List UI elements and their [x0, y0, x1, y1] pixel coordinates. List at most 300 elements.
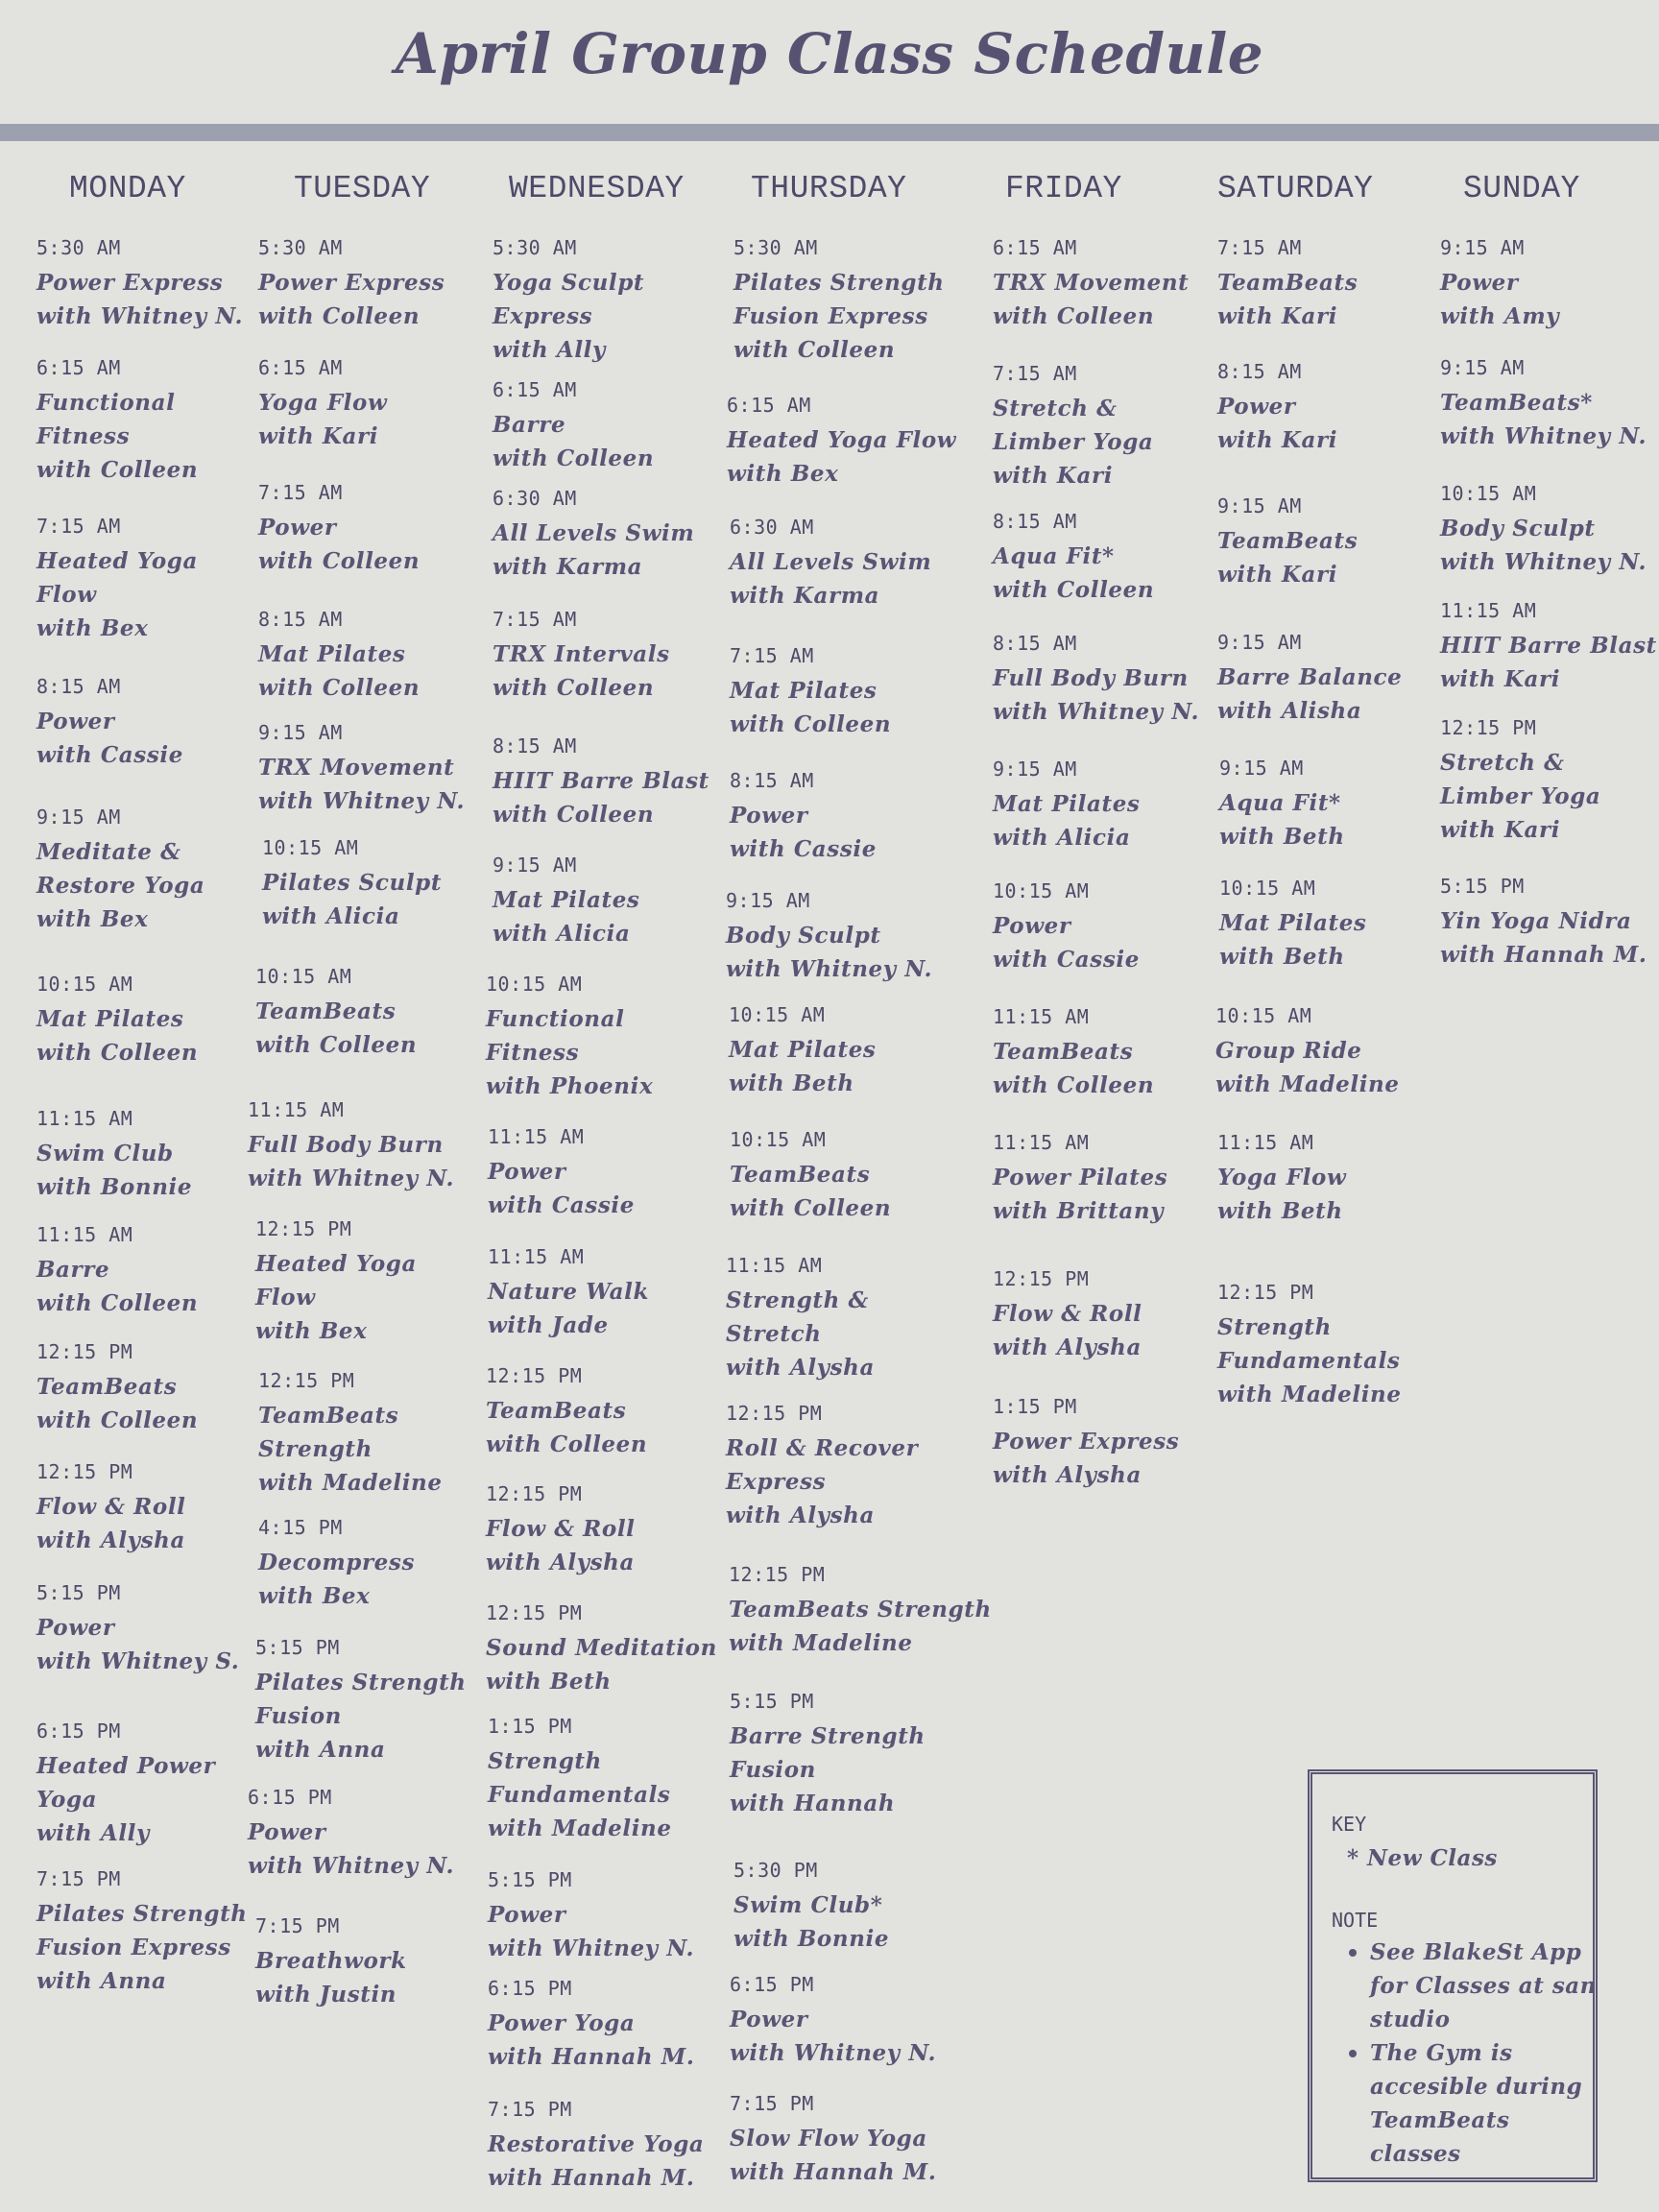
- class-instructor: with Whitney S.: [36, 1648, 240, 1674]
- class-time: 5:30 AM: [733, 236, 818, 259]
- class-name: Group Ride: [1215, 1038, 1362, 1064]
- class-name: Power Pilates: [993, 1165, 1168, 1190]
- class-name: All Levels Swim: [730, 549, 932, 575]
- class-entry: [486, 1363, 647, 1461]
- class-instructor: with Colleen: [993, 1072, 1155, 1098]
- class-entry: [36, 235, 243, 333]
- day-header-thursday: THURSDAY: [751, 171, 907, 206]
- class-instructor: with Whitney N.: [488, 1936, 695, 1961]
- class-name: Power: [730, 2007, 808, 2032]
- class-instructor: with Madeline: [258, 1470, 443, 1496]
- class-entry: [1440, 481, 1647, 579]
- class-instructor: with Whitney N.: [258, 788, 466, 814]
- class-entry: [1217, 630, 1402, 728]
- class-time: 11:15 AM: [1217, 1131, 1314, 1154]
- class-instructor: with Anna: [255, 1737, 386, 1763]
- class-entry: [730, 1127, 891, 1225]
- class-time: 6:30 AM: [730, 516, 814, 539]
- class-entry: [730, 768, 877, 866]
- class-instructor: with Kari: [993, 463, 1114, 489]
- class-entry: [493, 607, 670, 705]
- class-instructor: with Beth: [1219, 944, 1345, 970]
- class-entry: [1217, 359, 1337, 457]
- class-name: Mat Pilates: [36, 1006, 184, 1032]
- class-entry: [726, 888, 932, 986]
- class-entry: [729, 1002, 876, 1100]
- class-time: 6:15 PM: [36, 1719, 121, 1743]
- class-instructor: with Colleen: [993, 577, 1155, 603]
- class-entry: [493, 377, 654, 475]
- class-time: 8:15 AM: [36, 675, 121, 698]
- class-time: 11:15 AM: [726, 1254, 823, 1277]
- class-time: 5:15 PM: [1440, 875, 1525, 898]
- class-time: 11:15 AM: [1440, 599, 1537, 622]
- class-name: TeamBeats: [730, 1162, 871, 1188]
- class-time: 7:15 PM: [255, 1914, 340, 1937]
- class-time: 7:15 AM: [493, 608, 577, 631]
- class-entry: [1219, 876, 1366, 974]
- class-entry: [486, 1600, 717, 1698]
- class-entry: [36, 1719, 215, 1850]
- class-entry: [730, 2091, 936, 2189]
- class-name: Heated Yoga Flow: [727, 427, 957, 453]
- class-instructor: with Colleen: [258, 548, 421, 574]
- class-time: 6:15 AM: [727, 394, 811, 417]
- class-name: TeamBeats: [1217, 528, 1358, 554]
- class-entry: [258, 235, 445, 333]
- class-time: 4:15 PM: [258, 1516, 343, 1539]
- class-entry: [36, 1222, 198, 1320]
- class-instructor: with Colleen: [486, 1431, 648, 1457]
- class-time: 6:15 PM: [730, 1973, 814, 1996]
- class-entry: [993, 1266, 1142, 1364]
- class-instructor: with Madeline: [1217, 1382, 1402, 1407]
- class-name: Meditate & Restore Yoga: [36, 839, 205, 899]
- class-name: Swim Club: [36, 1141, 174, 1166]
- class-name: Mat Pilates: [729, 1037, 877, 1063]
- class-time: 5:30 AM: [258, 236, 343, 259]
- day-header-saturday: SATURDAY: [1217, 171, 1374, 206]
- class-instructor: with Colleen: [493, 675, 655, 701]
- class-name: Flow & Roll: [486, 1516, 636, 1542]
- note-item: The Gym is accesible during TeamBeats classes: [1349, 2036, 1608, 2171]
- class-entry: [36, 1459, 186, 1557]
- class-name: Full Body Burn: [248, 1132, 444, 1158]
- class-entry: [1440, 715, 1600, 847]
- class-name: Barre Balance: [1217, 664, 1403, 690]
- class-time: 6:30 AM: [493, 487, 577, 510]
- class-entry: [36, 805, 204, 936]
- class-name: Yoga Flow: [1217, 1165, 1347, 1190]
- class-time: 5:30 AM: [36, 236, 121, 259]
- class-entry: [488, 2097, 704, 2195]
- class-entry: [36, 674, 183, 772]
- class-instructor: with Bonnie: [36, 1174, 193, 1200]
- class-entry: [1440, 355, 1647, 453]
- class-instructor: with Alysha: [486, 1550, 636, 1575]
- class-instructor: with Whitney N.: [248, 1166, 455, 1191]
- class-name: Power Express: [258, 270, 445, 296]
- class-name: TRX Intervals: [493, 641, 670, 667]
- class-name: TRX Movement: [993, 270, 1190, 296]
- class-instructor: with Whitney N.: [993, 699, 1200, 725]
- class-entry: [1217, 1130, 1346, 1228]
- class-entry: [36, 355, 198, 487]
- class-entry: [488, 1976, 694, 2074]
- class-instructor: with Karma: [730, 583, 880, 609]
- class-time: 11:15 AM: [36, 1107, 133, 1130]
- class-time: 10:15 AM: [255, 965, 352, 988]
- class-time: 12:15 PM: [258, 1369, 355, 1392]
- class-instructor: with Madeline: [488, 1815, 672, 1841]
- class-name: Power: [248, 1819, 326, 1845]
- class-name: TeamBeats: [255, 998, 397, 1024]
- class-time: 1:15 PM: [993, 1395, 1077, 1418]
- class-time: 10:15 AM: [993, 879, 1090, 902]
- class-time: 11:15 AM: [488, 1245, 585, 1268]
- class-time: 12:15 PM: [486, 1482, 583, 1505]
- class-time: 7:15 AM: [730, 644, 814, 667]
- class-name: Full Body Burn: [993, 665, 1189, 691]
- class-instructor: with Whitney N.: [726, 956, 933, 982]
- class-entry: [258, 720, 465, 818]
- class-time: 5:15 PM: [255, 1636, 340, 1659]
- class-instructor: with Cassie: [993, 947, 1140, 973]
- class-entry: [493, 853, 639, 950]
- class-name: Pilates Strength Fusion Express: [36, 1901, 248, 1960]
- class-instructor: with Beth: [1219, 824, 1345, 850]
- class-entry: [493, 486, 694, 584]
- class-time: 9:15 AM: [36, 805, 121, 829]
- class-instructor: with Alicia: [262, 903, 400, 929]
- class-entry: [258, 1368, 443, 1500]
- day-header-sunday: SUNDAY: [1463, 171, 1580, 206]
- class-name: Nature Walk: [488, 1279, 650, 1305]
- class-time: 8:15 AM: [1217, 360, 1302, 383]
- class-instructor: with Colleen: [730, 1195, 892, 1221]
- class-time: 12:15 PM: [993, 1267, 1090, 1290]
- class-entry: [36, 972, 198, 1070]
- class-time: 8:15 AM: [993, 510, 1077, 533]
- class-time: 6:15 AM: [36, 356, 121, 379]
- class-name: Heated Power Yoga: [36, 1753, 216, 1813]
- class-time: 10:15 AM: [1440, 482, 1537, 505]
- class-instructor: with Alysha: [726, 1503, 876, 1528]
- class-time: 12:15 PM: [486, 1601, 583, 1624]
- class-name: TeamBeats: [993, 1039, 1134, 1065]
- class-instructor: with Kari: [1217, 427, 1338, 453]
- class-name: Aqua Fit*: [1219, 790, 1341, 816]
- class-time: 9:15 AM: [726, 889, 810, 912]
- class-name: HIIT Barre Blast: [493, 768, 709, 794]
- class-name: TeamBeats Strength: [258, 1403, 399, 1462]
- class-entry: [486, 1481, 636, 1579]
- class-time: 10:15 AM: [1219, 877, 1316, 900]
- class-time: 5:15 PM: [488, 1868, 572, 1891]
- class-instructor: with Colleen: [36, 1040, 199, 1066]
- class-entry: [248, 1097, 454, 1195]
- class-time: 1:15 PM: [488, 1715, 572, 1738]
- class-name: Power: [36, 1615, 115, 1641]
- class-name: Power Express: [36, 270, 224, 296]
- class-time: 9:15 AM: [1219, 757, 1304, 780]
- class-name: Breathwork: [255, 1948, 407, 1974]
- class-time: 10:15 AM: [729, 1003, 826, 1026]
- class-instructor: with Hannah M.: [488, 2165, 695, 2191]
- class-name: All Levels Swim: [493, 520, 695, 546]
- class-entry: [993, 1130, 1167, 1228]
- class-time: 6:15 PM: [248, 1786, 332, 1809]
- day-header-wednesday: WEDNESDAY: [509, 171, 685, 206]
- class-instructor: with Alicia: [993, 825, 1131, 851]
- class-instructor: with Hannah M.: [488, 2044, 695, 2070]
- class-instructor: with Ally: [36, 1820, 150, 1846]
- class-name: Stretch & Limber Yoga: [1440, 750, 1601, 809]
- class-instructor: with Alicia: [493, 921, 631, 947]
- class-entry: [488, 1867, 694, 1965]
- class-entry: [993, 1394, 1179, 1492]
- class-time: 12:15 PM: [486, 1364, 583, 1387]
- class-entry: [255, 1216, 417, 1348]
- class-name: Swim Club*: [733, 1892, 883, 1918]
- class-name: Flow & Roll: [993, 1301, 1142, 1327]
- class-entry: [255, 1635, 467, 1767]
- class-instructor: with Whitney N.: [1440, 549, 1647, 575]
- class-instructor: with Colleen: [730, 711, 892, 737]
- class-name: Yin Yoga Nidra: [1440, 908, 1632, 934]
- class-time: 10:15 AM: [486, 973, 583, 996]
- class-instructor: with Justin: [255, 1982, 397, 2008]
- class-name: TeamBeats: [36, 1374, 178, 1400]
- class-name: Body Sculpt: [1440, 516, 1596, 541]
- class-time: 12:15 PM: [729, 1563, 826, 1586]
- day-header-tuesday: TUESDAY: [294, 171, 431, 206]
- class-instructor: with Kari: [1217, 303, 1338, 329]
- class-instructor: with Bex: [255, 1318, 368, 1344]
- day-header-monday: MONDAY: [69, 171, 186, 206]
- class-name: Pilates Strength Fusion: [255, 1670, 467, 1729]
- class-instructor: with Whitney N.: [36, 303, 244, 329]
- class-name: Yoga Flow: [258, 390, 388, 416]
- class-instructor: with Hannah M.: [730, 2159, 937, 2185]
- class-name: Flow & Roll: [36, 1494, 186, 1520]
- class-instructor: with Bex: [727, 461, 839, 487]
- class-instructor: with Kari: [1217, 562, 1338, 588]
- class-entry: [1440, 598, 1657, 696]
- class-name: Power: [258, 515, 337, 541]
- class-time: 12:15 PM: [36, 1340, 133, 1363]
- class-instructor: with Alysha: [726, 1355, 876, 1381]
- class-entry: [730, 1972, 936, 2070]
- note-item: See BlakeSt App for Classes at san studio: [1349, 1936, 1608, 2036]
- class-name: Heated Yoga Flow: [36, 548, 198, 608]
- class-instructor: with Colleen: [258, 675, 421, 701]
- class-instructor: with Kari: [1440, 666, 1561, 692]
- class-entry: [488, 1244, 649, 1342]
- class-name: Power: [1440, 270, 1519, 296]
- class-name: Stretch & Limber Yoga: [993, 396, 1154, 455]
- class-instructor: with Beth: [486, 1669, 612, 1695]
- class-name: HIIT Barre Blast: [1440, 633, 1657, 659]
- class-instructor: with Colleen: [493, 445, 655, 471]
- class-time: 8:15 AM: [493, 734, 577, 757]
- class-entry: [36, 1866, 248, 1998]
- class-instructor: with Colleen: [493, 802, 655, 828]
- class-name: Heated Yoga Flow: [255, 1251, 417, 1310]
- class-instructor: with Colleen: [36, 457, 199, 483]
- class-name: Barre: [493, 412, 566, 438]
- class-instructor: with Anna: [36, 1968, 167, 1994]
- class-time: 5:30 PM: [733, 1859, 818, 1882]
- class-time: 7:15 AM: [258, 481, 343, 504]
- class-entry: [36, 514, 198, 645]
- class-time: 7:15 PM: [730, 2092, 814, 2115]
- class-name: Aqua Fit*: [993, 543, 1115, 569]
- class-name: Power: [488, 1902, 566, 1928]
- class-name: TeamBeats*: [1440, 390, 1593, 416]
- class-time: 7:15 AM: [1217, 236, 1302, 259]
- class-instructor: with Madeline: [729, 1630, 913, 1656]
- class-name: Power: [1217, 394, 1296, 420]
- class-entry: [993, 757, 1140, 854]
- class-entry: [727, 393, 956, 491]
- class-entry: [730, 1689, 926, 1820]
- class-time: 7:15 PM: [36, 1867, 121, 1890]
- class-time: 5:15 PM: [730, 1690, 814, 1713]
- class-entry: [993, 1004, 1154, 1102]
- class-instructor: with Colleen: [993, 303, 1155, 329]
- class-name: Mat Pilates: [730, 678, 878, 704]
- class-time: 7:15 AM: [36, 515, 121, 538]
- class-instructor: with Bex: [36, 906, 149, 932]
- class-entry: [993, 235, 1189, 333]
- class-instructor: with Cassie: [36, 742, 183, 768]
- class-time: 9:15 AM: [993, 757, 1077, 781]
- class-entry: [1219, 756, 1345, 854]
- class-name: Strength Fundamentals: [1217, 1314, 1401, 1374]
- note-label: NOTE: [1332, 1909, 1379, 1932]
- class-entry: [248, 1785, 454, 1883]
- class-entry: [993, 878, 1140, 976]
- class-name: Roll & Recover Express: [726, 1435, 919, 1495]
- class-name: Functional Fitness: [486, 1006, 625, 1066]
- class-time: 11:15 AM: [248, 1098, 345, 1121]
- class-instructor: with Colleen: [733, 337, 896, 363]
- class-instructor: with Beth: [729, 1070, 854, 1096]
- class-entry: [993, 361, 1153, 493]
- class-entry: [493, 235, 644, 367]
- class-instructor: with Alysha: [993, 1462, 1142, 1488]
- class-time: 8:15 AM: [258, 608, 343, 631]
- class-instructor: with Bex: [36, 615, 149, 641]
- class-entry: [733, 1858, 889, 1956]
- class-entry: [1440, 235, 1559, 333]
- class-instructor: with Cassie: [730, 836, 877, 862]
- class-entry: [258, 1515, 415, 1613]
- class-entry: [1217, 1280, 1402, 1411]
- class-instructor: with Hannah: [730, 1791, 896, 1816]
- class-instructor: with Ally: [493, 337, 606, 363]
- class-time: 10:15 AM: [730, 1128, 827, 1151]
- class-entry: [993, 631, 1199, 729]
- class-name: Power: [36, 709, 115, 734]
- class-name: Barre: [36, 1257, 110, 1283]
- class-time: 5:15 PM: [36, 1581, 121, 1604]
- class-time: 11:15 AM: [488, 1125, 585, 1148]
- class-name: Strength & Stretch: [726, 1287, 869, 1347]
- class-entry: [730, 643, 891, 741]
- class-time: 6:15 AM: [493, 378, 577, 401]
- class-time: 9:15 AM: [1440, 356, 1525, 379]
- class-instructor: with Karma: [493, 554, 643, 580]
- class-entry: [488, 1714, 672, 1845]
- class-instructor: with Brittany: [993, 1198, 1165, 1224]
- note-list: [1332, 1936, 1608, 2171]
- class-name: Strength Fundamentals: [488, 1748, 671, 1808]
- class-instructor: with Colleen: [36, 1407, 199, 1433]
- class-name: Power: [730, 803, 808, 829]
- class-entry: [36, 1106, 192, 1204]
- class-entry: [493, 733, 709, 831]
- class-time: 7:15 PM: [488, 2098, 572, 2121]
- class-entry: [993, 509, 1154, 607]
- class-time: 6:15 AM: [993, 236, 1077, 259]
- class-name: Power: [993, 913, 1071, 939]
- class-name: Pilates Strength Fusion Express: [733, 270, 945, 329]
- class-name: Power: [488, 1159, 566, 1185]
- class-time: 12:15 PM: [1440, 716, 1537, 739]
- class-entry: [258, 607, 420, 705]
- class-time: 12:15 PM: [726, 1402, 823, 1425]
- class-name: Mat Pilates: [1219, 910, 1367, 936]
- class-time: 9:15 AM: [258, 721, 343, 744]
- class-time: 12:15 PM: [1217, 1281, 1314, 1304]
- class-instructor: with Beth: [1217, 1198, 1343, 1224]
- class-instructor: with Amy: [1440, 303, 1560, 329]
- class-time: 9:15 AM: [1217, 631, 1302, 654]
- class-time: 11:15 AM: [36, 1223, 133, 1246]
- class-entry: [1217, 235, 1358, 333]
- class-name: Decompress: [258, 1550, 415, 1575]
- class-time: 7:15 AM: [993, 362, 1077, 385]
- class-entry: [488, 1124, 635, 1222]
- class-time: 12:15 PM: [255, 1217, 352, 1240]
- class-instructor: with Alysha: [993, 1334, 1142, 1360]
- class-instructor: with Bex: [258, 1583, 371, 1609]
- class-name: Mat Pilates: [258, 641, 406, 667]
- class-time: 9:15 AM: [1217, 494, 1302, 517]
- page-title: April Group Class Schedule: [395, 21, 1264, 86]
- class-time: 5:30 AM: [493, 236, 577, 259]
- class-instructor: with Jade: [488, 1312, 609, 1338]
- class-entry: [255, 964, 417, 1062]
- class-entry: [726, 1401, 918, 1532]
- header-divider: [0, 124, 1659, 141]
- class-entry: [1440, 874, 1647, 972]
- class-entry: [262, 835, 442, 933]
- class-name: TeamBeats: [486, 1398, 627, 1424]
- class-entry: [1217, 493, 1358, 591]
- class-instructor: with Colleen: [258, 303, 421, 329]
- class-time: 10:15 AM: [262, 836, 359, 859]
- day-header-friday: FRIDAY: [1005, 171, 1122, 206]
- class-entry: [258, 355, 387, 453]
- class-entry: [726, 1253, 875, 1384]
- class-entry: [730, 515, 931, 613]
- key-label: KEY: [1332, 1813, 1367, 1836]
- class-instructor: with Colleen: [36, 1290, 199, 1316]
- class-name: Pilates Sculpt: [262, 870, 443, 896]
